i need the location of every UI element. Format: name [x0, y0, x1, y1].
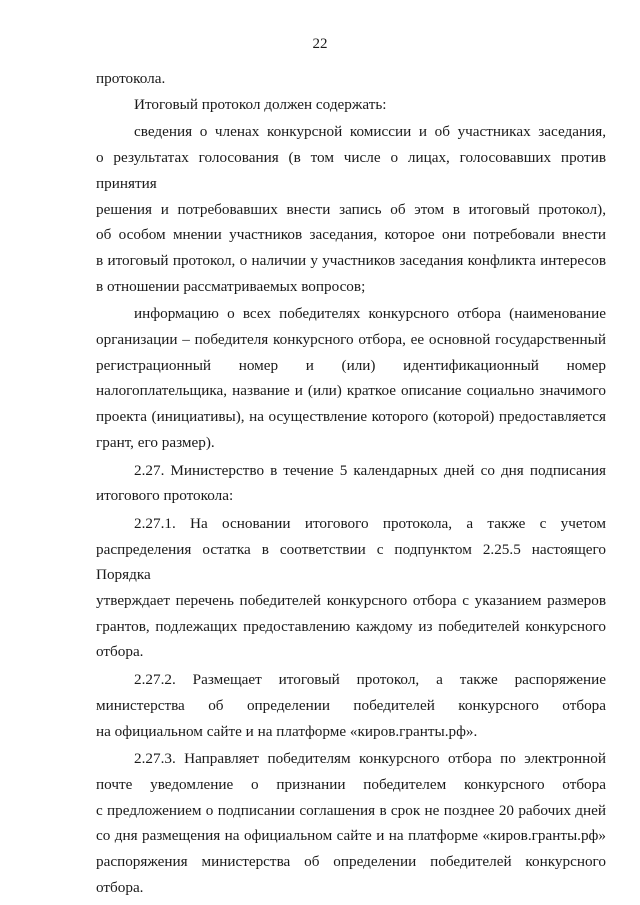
- text-line: распределения остатка в соответствии с подпунктом 2.25.5 настоящего Порядка: [96, 540, 606, 584]
- paragraph: [96, 92, 606, 118]
- document-body: [96, 66, 606, 903]
- text-line: отбора.: [96, 643, 144, 661]
- text-line: 2.27.1. На основании итогового протокола, а также с учетом: [134, 514, 606, 532]
- text-line: проекта (инициативы), на осуществление которого (которой) предоставляется: [96, 408, 606, 426]
- text-line: со дня размещения на официальном сайте и на платформе «киров.гранты.рф»: [96, 827, 606, 845]
- paragraph: [96, 746, 606, 900]
- text-line: грант, его размер).: [96, 433, 215, 451]
- text-line: министерства об определении победителей конкурсного отбора: [96, 696, 606, 714]
- text-line: 2.27.2. Размещает итоговый протокол, а также распоряжение: [134, 671, 606, 689]
- text-line: о результатах голосования (в том числе о лицах, голосовавших против принятия: [96, 149, 606, 192]
- text-line: регистрационный номер и (или) идентификационный номер: [96, 356, 606, 374]
- text-line: решения и потребовавших внести запись об этом в итоговый протокол),: [96, 200, 606, 218]
- text-line: на официальном сайте и на платформе «киров.гранты.рф».: [96, 722, 478, 740]
- text-line: в итоговый протокол, о наличии у участников заседания конфликта интересов: [96, 251, 606, 269]
- paragraph: [96, 301, 606, 455]
- text-line: Итоговый протокол должен содержать:: [134, 95, 387, 113]
- text-line: итогового протокола:: [96, 487, 234, 505]
- text-line: с предложением о подписании соглашения в срок не позднее 20 рабочих дней: [96, 801, 606, 819]
- text-line: информацию о всех победителях конкурсного отбора (наименование: [134, 305, 606, 323]
- text-line: организации – победителя конкурсного отбора, ее основной государственный: [96, 331, 606, 349]
- text-line: грантов, подлежащих предоставлению каждому из победителей конкурсного: [96, 617, 606, 635]
- text-line: утверждает перечень победителей конкурсного отбора с указанием размеров: [96, 592, 606, 610]
- text-line: в отношении рассматриваемых вопросов;: [96, 277, 366, 295]
- paragraph: [96, 119, 606, 299]
- text-line: 2.27.3. Направляет победителям конкурсного отбора по электронной: [134, 750, 606, 768]
- paragraph: [96, 667, 606, 744]
- text-line: почте уведомление о признании победителем конкурсного отбора: [96, 775, 606, 793]
- paragraph: [96, 458, 606, 509]
- page-number: 22: [312, 36, 328, 52]
- text-line: 2.27. Министерство в течение 5 календарных дней со дня подписания: [134, 461, 606, 479]
- text-line: сведения о членах конкурсной комиссии и об участниках заседания,: [134, 123, 606, 141]
- paragraph: [96, 511, 606, 665]
- text-line: об особом мнении участников заседания, которое они потребовали внести: [96, 226, 606, 244]
- paragraph: [96, 66, 606, 92]
- text-line: протокола.: [96, 70, 166, 87]
- text-line: налогоплательщика, название и (или) краткое описание социально значимого: [96, 382, 606, 400]
- paragraph-gap: [96, 901, 606, 903]
- text-line: распоряжения министерства об определении победителей конкурсного отбора.: [96, 853, 606, 896]
